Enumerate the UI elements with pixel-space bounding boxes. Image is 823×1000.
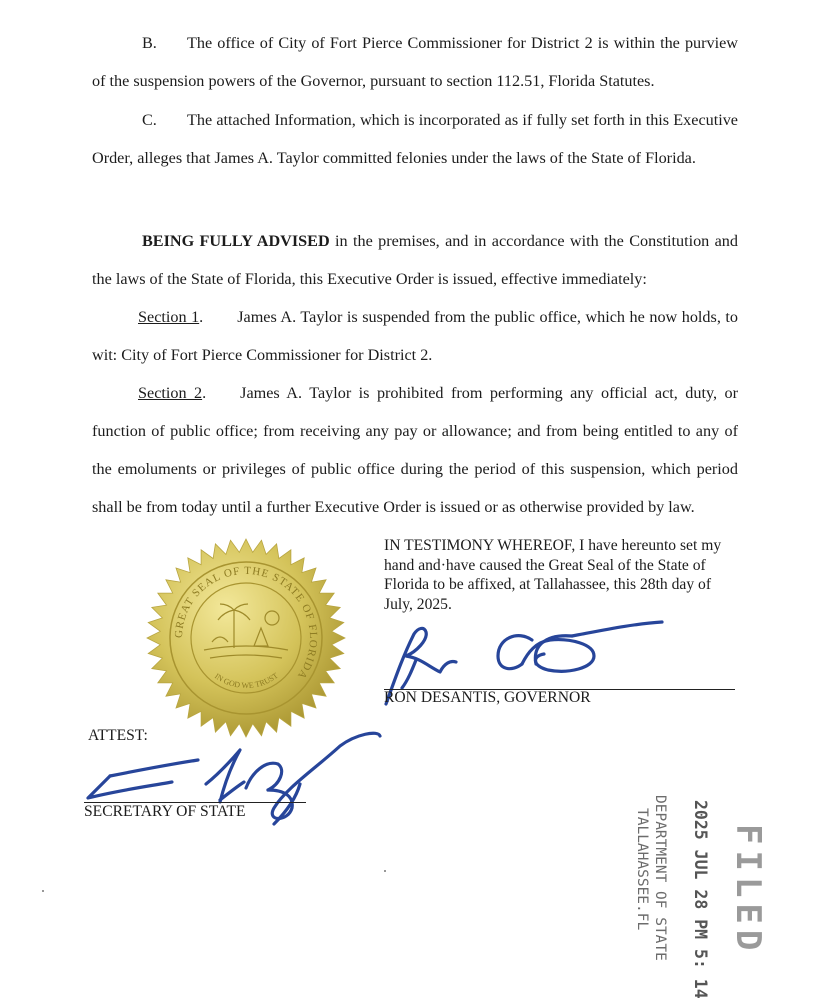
section-1-paragraph: Section 1. James A. Taylor is suspended from the public office, which he now holds, to wit: City of Fort Pierce Commissioner for District 2. — [92, 308, 738, 364]
attest-label: ATTEST: — [88, 727, 148, 744]
stamp-department: DEPARTMENT OF STATE — [652, 795, 668, 961]
paragraph-b-letter: B. — [142, 34, 157, 52]
paragraph-being-advised — [92, 222, 738, 298]
paragraph-c-letter: C. — [142, 111, 157, 129]
scan-speck — [384, 870, 386, 872]
stamp-filed: FILED — [728, 824, 768, 957]
stamp-city: TALLAHASSEE.FL — [634, 808, 650, 931]
being-advised-lead: BEING FULLY ADVISED — [142, 232, 330, 250]
being-advised-text: in the premises, and in accordance with the Constitution and the laws of the State of Florida, this Executive Order is issued, effective immediately: — [92, 232, 738, 288]
section-1-text: James A. Taylor is suspended from the public office, which he now holds, to wit: City of Fort Pierce Commissioner for District 2. — [92, 308, 738, 364]
governor-title: RON DESANTIS, GOVERNOR — [384, 689, 591, 706]
stamp-date-time: 2025 JUL 28 PM 5: 14 — [691, 800, 710, 999]
paragraph-b-text: The office of City of Fort Pierce Commissioner for District 2 is within the purview of the suspension powers of the Governor, pursuant to section 112.51, Florida Statutes. — [92, 34, 738, 90]
section-2-paragraph: Section 2. James A. Taylor is prohibited from performing any official act, duty, or function of public office; from receiving any pay or allowance; and from being entitled to any of the emoluments or privileges of public office during the period of this suspension, which period shall be from today until a further Executive Order is issued or as otherwise provided by law. — [92, 384, 738, 516]
scan-speck — [42, 890, 44, 892]
paragraph-c — [92, 101, 738, 177]
testimony-paragraph: IN TESTIMONY WHEREOF, I have hereunto set my hand and·have caused the Great Seal of the State of Florida to be affixed, at Tallahassee, this 28th day of July, 2025. — [384, 537, 722, 613]
filed-stamp — [620, 790, 770, 999]
secretary-title: SECRETARY OF STATE — [84, 803, 246, 820]
section-1-label: Section 1 — [138, 308, 200, 326]
seal-motto: IN GOD WE TRUST — [212, 670, 280, 691]
paragraph-c-text: The attached Information, which is incorporated as if fully set forth in this Executive Order, alleges that James A. Taylor committed felonies under the laws of the State of Florida. — [92, 111, 738, 167]
great-seal-of-florida — [146, 538, 346, 738]
paragraph-b — [92, 24, 738, 100]
section-2-text: James A. Taylor is prohibited from performing any official act, duty, or function of public office; from receiving any pay or allowance; and from being entitled to any of the emoluments or privileges of public office during the period of this suspension, which period shall be from today until a further Executive Order is issued or as otherwise provided by law. — [92, 384, 738, 516]
seal-ring-text: GREAT SEAL OF THE STATE OF FLORIDA — [172, 564, 320, 682]
section-2-label: Section 2 — [138, 384, 203, 402]
